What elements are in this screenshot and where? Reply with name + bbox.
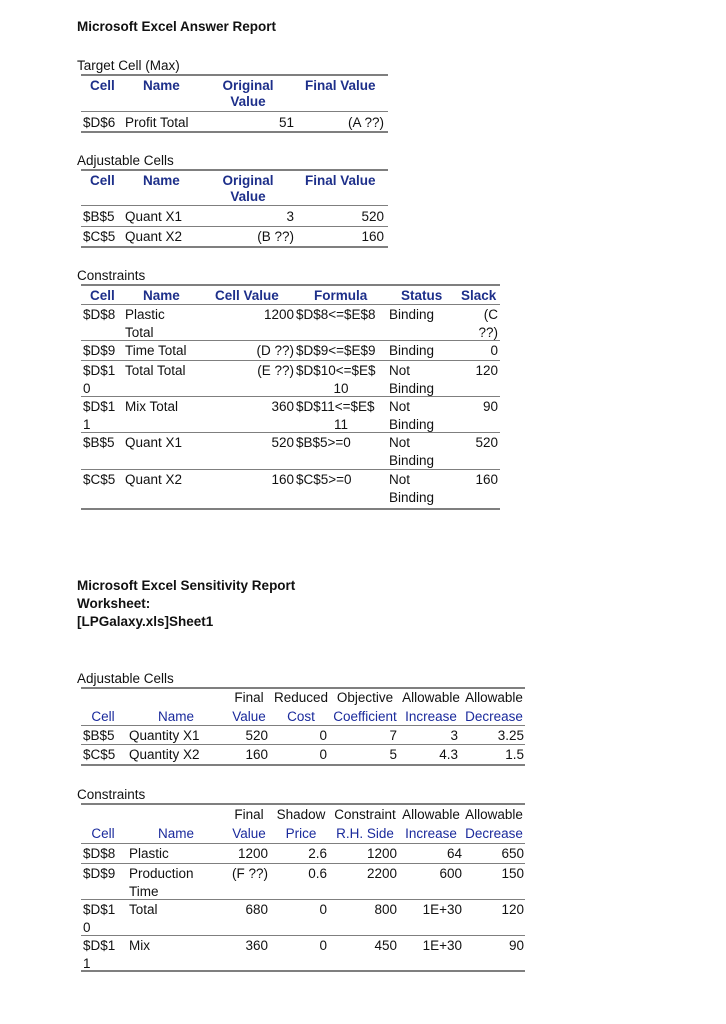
slack: (C xyxy=(483,307,498,322)
cell-name: Quantity X1 xyxy=(129,728,200,743)
slack: 120 xyxy=(475,363,498,378)
status-wrap: Binding xyxy=(389,490,435,505)
target-cell-section-label: Target Cell (Max) xyxy=(77,58,180,73)
constraint-name: Mix Total xyxy=(125,399,179,414)
sc-header-cell: Cell xyxy=(91,826,115,841)
cell-ref-wrap: 1 xyxy=(83,417,91,432)
status-wrap: Binding xyxy=(389,453,435,468)
target-header-original: Original xyxy=(222,78,274,93)
worksheet-name: [LPGalaxy.xls]Sheet1 xyxy=(77,614,214,629)
sa-header-allowable-dec: Allowable xyxy=(465,690,523,705)
sensitivity-constraints-section-label: Constraints xyxy=(77,787,146,802)
constraint-name: Total xyxy=(129,902,158,917)
sc-header-name: Name xyxy=(157,826,194,841)
cell-value: 1200 xyxy=(263,307,294,322)
status: Binding xyxy=(389,307,435,322)
cell-ref: $C$5 xyxy=(83,229,116,244)
reduced-cost: 0 xyxy=(319,728,327,743)
row-divider xyxy=(81,432,500,433)
status: Not xyxy=(389,435,411,450)
sc-header-allowable-inc: Allowable xyxy=(402,807,460,822)
allowable-decrease: 150 xyxy=(501,866,524,881)
cell-ref: $D$1 xyxy=(83,938,116,953)
cell-ref-wrap: 0 xyxy=(83,381,91,396)
answer-adjustable-header-final: Final Value xyxy=(305,173,376,188)
sa-header-coefficient: Coefficient xyxy=(333,709,397,724)
cell-value: 520 xyxy=(271,435,294,450)
allowable-increase: 4.3 xyxy=(439,747,458,762)
sa-header-final: Final xyxy=(234,690,264,705)
cell-ref: $D$8 xyxy=(83,846,116,861)
cell-ref: $B$5 xyxy=(83,435,115,450)
sa-header-name: Name xyxy=(157,709,194,724)
final-value: 680 xyxy=(245,902,268,917)
allowable-increase: 1E+30 xyxy=(422,902,462,917)
cell-ref: $B$5 xyxy=(83,728,115,743)
rh-side: 1200 xyxy=(366,846,397,861)
formula-wrap: 10 xyxy=(333,381,349,396)
objective-coefficient: 7 xyxy=(389,728,397,743)
objective-coefficient: 5 xyxy=(389,747,397,762)
sensitivity-constraints-bottom-rule xyxy=(81,970,525,972)
sa-header-value: Value xyxy=(232,709,266,724)
constraint-name: Quant X1 xyxy=(125,435,183,450)
sa-header-objective: Objective xyxy=(336,690,394,705)
constraint-name: Production xyxy=(129,866,194,881)
cell-ref: $D$9 xyxy=(83,866,116,881)
allowable-increase: 1E+30 xyxy=(422,938,462,953)
sa-header-decrease: Decrease xyxy=(465,709,523,724)
row-divider xyxy=(81,340,500,341)
final-value: 1200 xyxy=(237,846,268,861)
sa-header-reduced: Reduced xyxy=(273,690,329,705)
target-header-cell: Cell xyxy=(90,78,115,93)
status: Binding xyxy=(389,343,435,358)
cell-value: 360 xyxy=(271,399,294,414)
cell-name: Quant X1 xyxy=(125,209,183,224)
target-header-name: Name xyxy=(143,78,180,93)
sensitivity-constraints-header-rule xyxy=(81,843,525,844)
answer-adjustable-bottom-rule xyxy=(81,246,388,248)
target-header-final: Final Value xyxy=(305,78,376,93)
formula: $B$5>=0 xyxy=(296,435,351,450)
sa-header-allowable-inc: Allowable xyxy=(402,690,460,705)
sc-header-constraint: Constraint xyxy=(334,807,396,822)
constraint-name: Plastic xyxy=(129,846,169,861)
constraint-name-wrap: Total xyxy=(125,325,154,340)
answer-adjustable-header-cell: Cell xyxy=(90,173,115,188)
row-divider xyxy=(81,226,388,227)
sc-header-shadow: Shadow xyxy=(276,807,326,822)
slack: 90 xyxy=(482,399,498,414)
formula: $D$8<=$E$8 xyxy=(296,307,376,322)
constraint-name: Time Total xyxy=(125,343,187,358)
sa-header-cell: Cell xyxy=(91,709,115,724)
sa-header-increase: Increase xyxy=(405,709,457,724)
final-value: 160 xyxy=(361,229,384,244)
sensitivity-adjustable-header-rule xyxy=(81,725,525,726)
answer-constraints-bottom-rule xyxy=(81,508,500,510)
row-divider xyxy=(81,396,500,397)
answer-adjustable-top-rule xyxy=(81,169,388,171)
target-final: (A ??) xyxy=(347,115,384,130)
cell-ref: $D$1 xyxy=(83,399,116,414)
cell-name: Quantity X2 xyxy=(129,747,200,762)
constraints-header-name: Name xyxy=(143,288,180,303)
original-value: (B ??) xyxy=(257,229,294,244)
original-value: 3 xyxy=(286,209,294,224)
shadow-price: 2.6 xyxy=(308,846,327,861)
row-divider xyxy=(81,935,525,936)
sensitivity-adjustable-section-label: Adjustable Cells xyxy=(77,671,174,686)
final-value: 520 xyxy=(245,728,268,743)
row-divider xyxy=(81,469,500,470)
constraint-name: Quant X2 xyxy=(125,472,183,487)
answer-adjustable-section-label: Adjustable Cells xyxy=(77,153,174,168)
target-cell: $D$6 xyxy=(83,115,116,130)
cell-value: (E ??) xyxy=(257,363,294,378)
formula: $C$5>=0 xyxy=(296,472,352,487)
status-wrap: Binding xyxy=(389,417,435,432)
cell-ref: $D$8 xyxy=(83,307,116,322)
cell-ref: $C$5 xyxy=(83,472,116,487)
allowable-increase: 64 xyxy=(446,846,462,861)
sa-header-cost: Cost xyxy=(287,709,315,724)
sensitivity-report-title: Microsoft Excel Sensitivity Report xyxy=(77,578,296,593)
allowable-decrease: 3.25 xyxy=(497,728,524,743)
sc-header-decrease: Decrease xyxy=(465,826,523,841)
row-divider xyxy=(81,744,525,745)
allowable-decrease: 650 xyxy=(501,846,524,861)
row-divider xyxy=(81,863,525,864)
constraint-name: Mix xyxy=(129,938,150,953)
formula: $D$9<=$E$9 xyxy=(296,343,376,358)
sc-header-final: Final xyxy=(234,807,264,822)
sc-header-increase: Increase xyxy=(405,826,457,841)
allowable-decrease: 1.5 xyxy=(505,747,524,762)
shadow-price: 0 xyxy=(319,938,327,953)
final-value: 360 xyxy=(245,938,268,953)
rh-side: 800 xyxy=(374,902,397,917)
status: Not xyxy=(389,399,411,414)
constraint-name: Total Total xyxy=(125,363,186,378)
constraint-name: Plastic xyxy=(125,307,165,322)
answer-adjustable-header-name: Name xyxy=(143,173,180,188)
sensitivity-adjustable-bottom-rule xyxy=(81,764,525,766)
allowable-increase: 600 xyxy=(439,866,462,881)
target-header-value: Value xyxy=(230,94,266,109)
allowable-increase: 3 xyxy=(450,728,458,743)
sc-header-rhs: R.H. Side xyxy=(336,826,394,841)
final-value: (F ??) xyxy=(231,866,268,881)
formula: $D$10<=$E$ xyxy=(296,363,376,378)
sensitivity-constraints-top-rule xyxy=(81,803,525,805)
slack-wrap: ??) xyxy=(478,325,498,340)
cell-ref: $D$1 xyxy=(83,363,116,378)
final-value: 160 xyxy=(245,747,268,762)
cell-value: 160 xyxy=(271,472,294,487)
slack: 160 xyxy=(475,472,498,487)
constraints-header-cell-value: Cell Value xyxy=(215,288,279,303)
slack: 520 xyxy=(475,435,498,450)
cell-ref-wrap: 0 xyxy=(83,920,91,935)
answer-constraints-section-label: Constraints xyxy=(77,268,146,283)
target-original: 51 xyxy=(278,115,294,130)
answer-report-title: Microsoft Excel Answer Report xyxy=(77,19,277,34)
final-value: 520 xyxy=(361,209,384,224)
answer-adjustable-header-value: Value xyxy=(230,189,266,204)
shadow-price: 0 xyxy=(319,902,327,917)
cell-ref-wrap: 1 xyxy=(83,956,91,971)
sc-header-allowable-dec: Allowable xyxy=(465,807,523,822)
cell-value: (D ??) xyxy=(256,343,294,358)
row-divider xyxy=(81,899,525,900)
worksheet-label: Worksheet: xyxy=(77,596,151,611)
answer-constraints-header-rule xyxy=(81,304,500,305)
constraints-header-formula: Formula xyxy=(314,288,368,303)
status: Not xyxy=(389,363,411,378)
cell-ref: $B$5 xyxy=(83,209,115,224)
target-table-bottom-rule xyxy=(81,131,388,133)
answer-constraints-top-rule xyxy=(81,284,500,286)
cell-ref: $C$5 xyxy=(83,747,116,762)
status-wrap: Binding xyxy=(389,381,435,396)
target-table-top-rule xyxy=(81,74,388,76)
answer-adjustable-header-original: Original xyxy=(222,173,274,188)
reduced-cost: 0 xyxy=(319,747,327,762)
slack: 0 xyxy=(490,343,498,358)
cell-name: Quant X2 xyxy=(125,229,183,244)
shadow-price: 0.6 xyxy=(308,866,327,881)
cell-ref: $D$1 xyxy=(83,902,116,917)
sc-header-price: Price xyxy=(285,826,317,841)
target-name: Profit Total xyxy=(125,115,189,130)
allowable-decrease: 120 xyxy=(501,902,524,917)
allowable-decrease: 90 xyxy=(508,938,524,953)
target-header-rule xyxy=(81,111,388,112)
formula-wrap: 11 xyxy=(333,417,348,432)
formula: $D$11<=$E$ xyxy=(296,399,375,414)
rh-side: 2200 xyxy=(366,866,397,881)
row-divider xyxy=(81,360,500,361)
status: Not xyxy=(389,472,411,487)
constraints-header-cell: Cell xyxy=(90,288,115,303)
sc-header-value: Value xyxy=(232,826,266,841)
constraint-name-wrap: Time xyxy=(129,884,159,899)
constraints-header-slack: Slack xyxy=(461,288,497,303)
constraints-header-status: Status xyxy=(401,288,443,303)
rh-side: 450 xyxy=(374,938,397,953)
cell-ref: $D$9 xyxy=(83,343,116,358)
answer-adjustable-header-rule xyxy=(81,205,388,206)
